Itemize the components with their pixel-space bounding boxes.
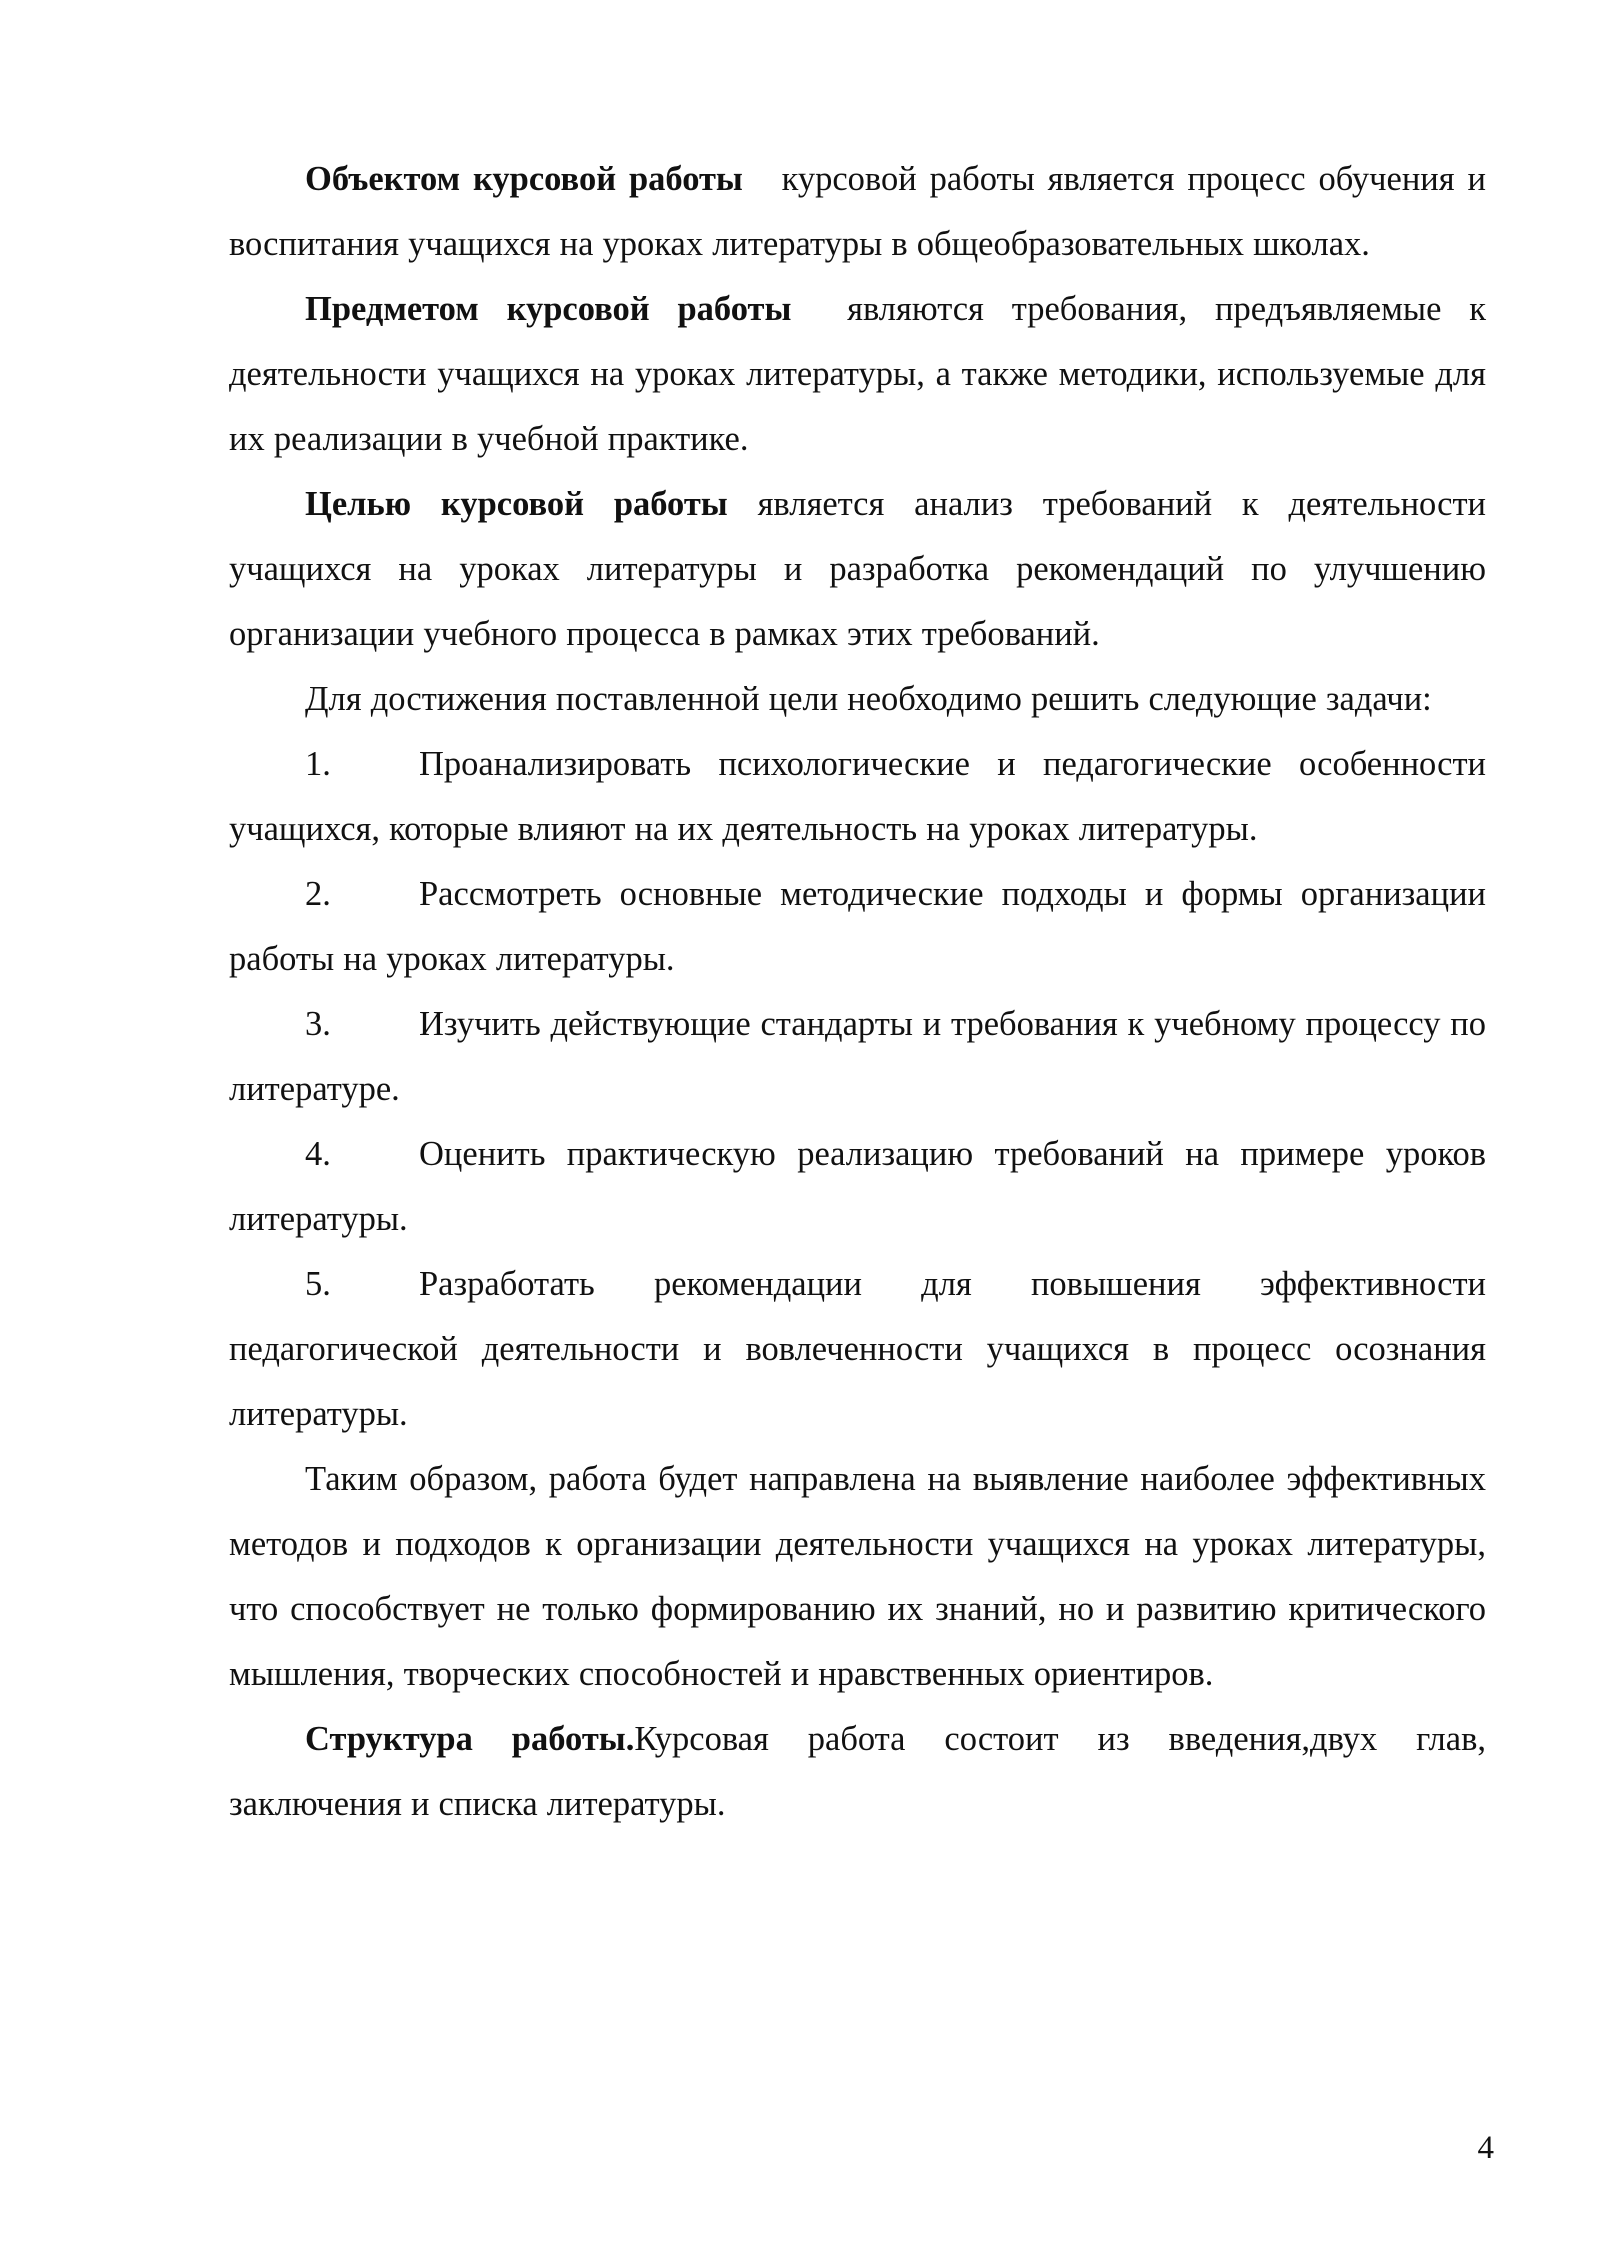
task-item <box>229 992 1486 1122</box>
task-number: 4. <box>305 1135 331 1173</box>
task-text: Проанализировать психологические и педагогические особенности учащихся, которые влияют на их деятельность на уроках литературы. <box>229 745 1486 848</box>
page-number: 4 <box>1477 2130 1494 2166</box>
tasks-intro-text: Для достижения поставленной цели необходимо решить следующие задачи: <box>305 680 1432 718</box>
task-item <box>229 732 1486 862</box>
subject-text: являются требования, предъявляемые к деятельности учащихся на уроках литературы, а также методики, используемые для их реализации в учебной практике. <box>229 290 1487 458</box>
subject-heading: Предметом курсовой работы <box>305 290 792 328</box>
task-text: Разработать рекомендации для повышения эффективности педагогической деятельности и вовлеченности учащихся в процесс осознания литературы. <box>229 1265 1486 1433</box>
task-number: 1. <box>305 745 331 783</box>
task-item <box>229 1252 1486 1447</box>
structure-heading: Структура работы. <box>305 1720 635 1758</box>
goal-paragraph <box>229 472 1486 667</box>
task-number: 3. <box>305 1005 331 1043</box>
task-text: Изучить действующие стандарты и требования к учебному процессу по литературе. <box>229 1005 1486 1108</box>
task-text: Рассмотреть основные методические подходы и формы организации работы на уроках литературы. <box>229 875 1486 978</box>
object-text: курсовой работы является процесс обучения и воспитания учащихся на уроках литературы в общеобразовательных школах. <box>229 160 1486 263</box>
task-number: 5. <box>305 1265 331 1303</box>
task-item <box>229 1122 1486 1252</box>
object-heading: Объектом курсовой работы <box>305 160 743 198</box>
goal-heading: Целью курсовой работы <box>305 485 728 523</box>
task-number: 2. <box>305 875 331 913</box>
document-body <box>229 147 1486 1837</box>
conclusion-text: Таким образом, работа будет направлена на выявление наиболее эффективных методов и подходов к организации деятельности учащихся на уроках литературы, что способствует не только формированию их знаний, но и развитию критического мышления, творческих способностей и нравственных ориентиров. <box>229 1460 1486 1693</box>
structure-paragraph <box>229 1707 1486 1837</box>
object-paragraph <box>229 147 1486 277</box>
goal-text: является анализ требований к деятельности учащихся на уроках литературы и разработка рекомендаций по улучшению организации учебного процесса в рамках этих требований. <box>229 485 1487 653</box>
structure-text: Курсовая работа состоит из введения,двух глав, заключения и списка литературы. <box>229 1720 1487 1823</box>
conclusion-paragraph <box>229 1447 1486 1707</box>
task-item <box>229 862 1486 992</box>
subject-paragraph <box>229 277 1486 472</box>
task-text: Оценить практическую реализацию требований на примере уроков литературы. <box>229 1135 1486 1238</box>
tasks-intro-paragraph <box>229 667 1486 732</box>
